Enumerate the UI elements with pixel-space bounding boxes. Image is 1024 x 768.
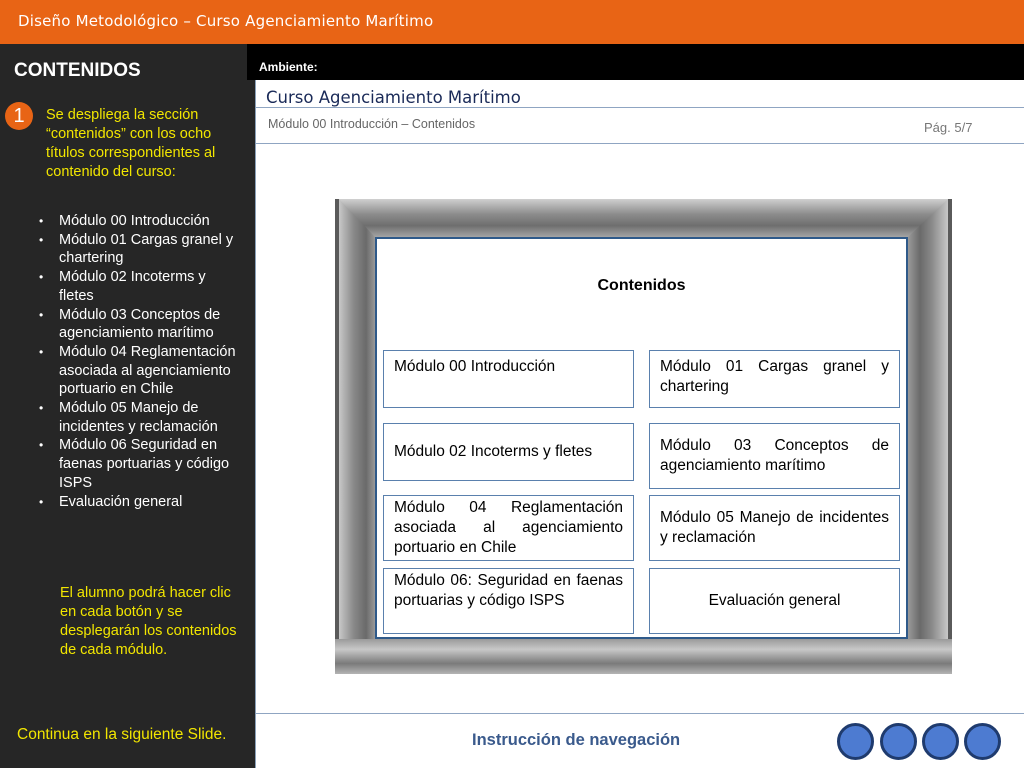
module-01-button[interactable]: Módulo 01 Cargas granel y chartering	[649, 350, 900, 408]
presentation-title: Diseño Metodológico – Curso Agenciamiento Marítimo	[18, 12, 434, 30]
frame-right-post	[908, 199, 948, 644]
course-panel	[255, 80, 1024, 768]
module-05-button[interactable]: Módulo 05 Manejo de incidentes y reclamación	[649, 495, 900, 561]
navigation-instruction: Instrucción de navegación	[472, 731, 681, 749]
sidebar-note-text: El alumno podrá hacer clic en cada botón y se desplegarán los contenidos de cada módulo.	[60, 585, 237, 658]
list-item: • Módulo 05 Manejo de incidentes y reclamación	[39, 399, 244, 436]
frame-left-post	[339, 199, 375, 644]
continue-note: Continua en la siguiente Slide.	[17, 726, 227, 743]
course-title: Curso Agenciamiento Marítimo	[266, 88, 521, 107]
top-bar	[0, 0, 1024, 44]
list-item: • Módulo 01 Cargas granel y chartering	[39, 231, 244, 268]
list-item: • Módulo 03 Conceptos de agenciamiento marítimo	[39, 306, 244, 343]
module-06-button[interactable]: Módulo 06: Seguridad en faenas portuarias y código ISPS	[383, 568, 634, 634]
module-04-button[interactable]: Módulo 04 Reglamentación asociada al agenciamiento portuario en Chile	[383, 495, 634, 561]
page-number: Pág. 5/7	[924, 120, 973, 135]
divider	[256, 143, 1024, 144]
ambiente-bar	[247, 44, 1024, 80]
nav-button-2[interactable]	[880, 723, 917, 760]
sidebar	[0, 44, 254, 768]
nav-button-4[interactable]	[964, 723, 1001, 760]
list-item: • Módulo 00 Introducción	[39, 212, 244, 231]
list-item: • Módulo 06 Seguridad en faenas portuarias y código ISPS	[39, 436, 244, 492]
evaluation-button[interactable]: Evaluación general	[649, 568, 900, 634]
sidebar-intro-text: Se despliega la sección “contenidos” con los ocho títulos correspondientes al contenido del curso:	[46, 107, 216, 180]
step-number-badge: 1	[5, 102, 33, 130]
module-02-button[interactable]: Módulo 02 Incoterms y fletes	[383, 423, 634, 481]
contents-title: Contenidos	[597, 277, 686, 294]
list-item: • Módulo 04 Reglamentación asociada al agenciamiento portuario en Chile	[39, 343, 244, 399]
monitor-frame	[335, 199, 952, 674]
divider	[256, 713, 1024, 714]
sidebar-heading: CONTENIDOS	[14, 60, 141, 81]
module-03-button[interactable]: Módulo 03 Conceptos de agenciamiento marítimo	[649, 423, 900, 489]
divider	[256, 107, 1024, 108]
breadcrumb: Módulo 00 Introducción – Contenidos	[268, 117, 476, 131]
nav-button-1[interactable]	[837, 723, 874, 760]
list-item: • Módulo 02 Incoterms y fletes	[39, 268, 244, 305]
contents-screen	[375, 237, 908, 639]
frame-floor	[335, 639, 952, 674]
module-list	[39, 212, 244, 511]
ambiente-label: Ambiente:	[259, 60, 318, 74]
frame-top-beam	[339, 199, 948, 237]
list-item: • Evaluación general	[39, 493, 244, 512]
module-00-button[interactable]: Módulo 00 Introducción	[383, 350, 634, 408]
nav-button-3[interactable]	[922, 723, 959, 760]
